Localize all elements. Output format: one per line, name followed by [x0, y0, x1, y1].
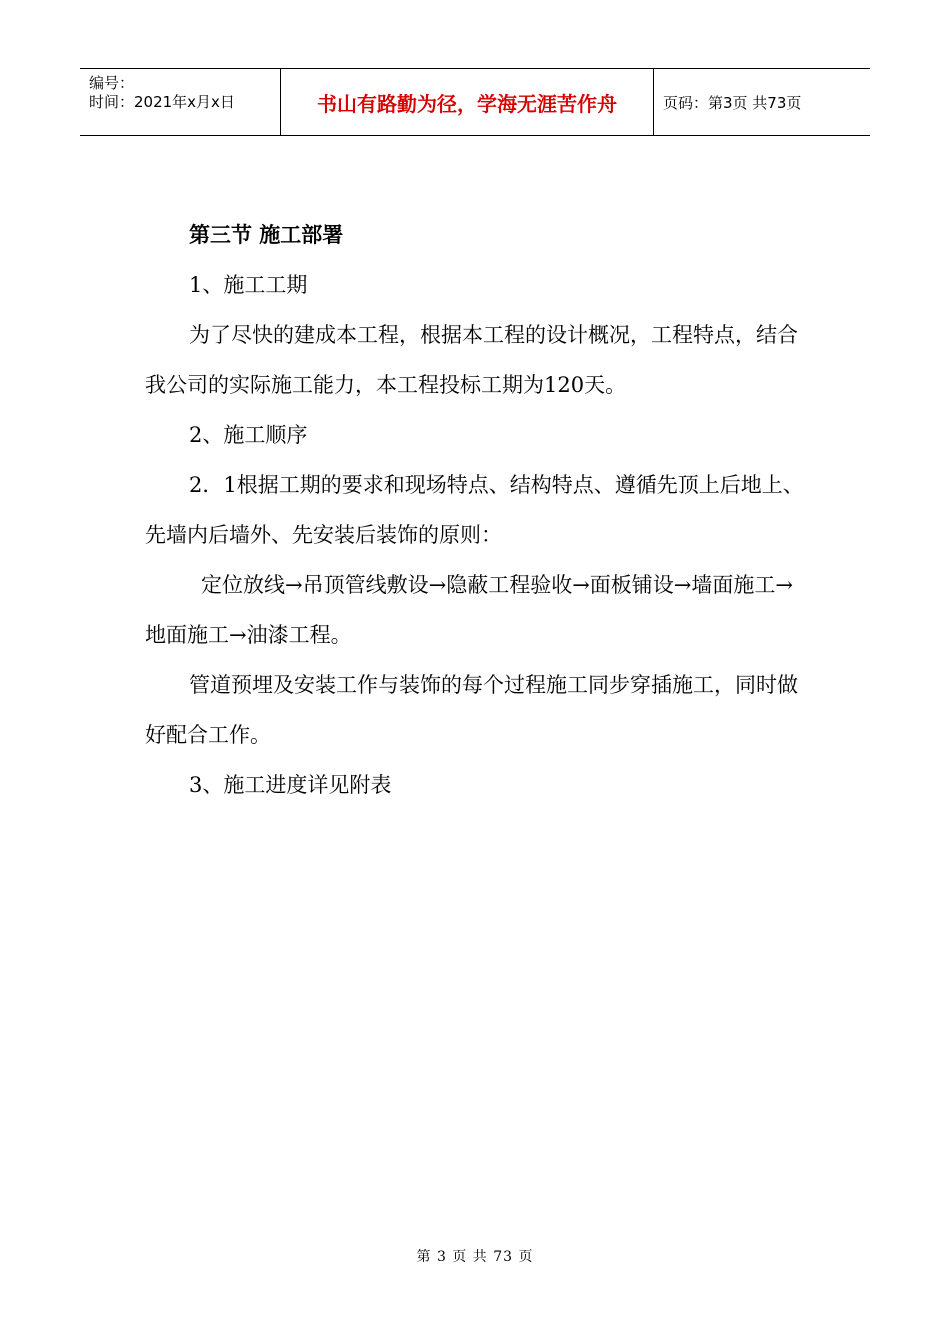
paragraph-schedule-reference: 3、施工进度详见附表	[189, 773, 392, 797]
paragraph-construction-period-heading: 1、施工工期	[189, 273, 308, 297]
document-number-label: 编号：	[89, 74, 135, 92]
header-motto: 书山有路勤为径，学海无涯苦作舟	[281, 69, 654, 135]
page-header	[80, 68, 870, 136]
paragraph-process-flow: 定位放线→吊顶管线敷设→隐蔽工程验收→面板铺设→墙面施工→地面施工→油漆工程。	[145, 573, 793, 647]
paragraph-pipe-coordination: 管道预埋及安装工作与装饰的每个过程施工同步穿插施工，同时做好配合工作。	[145, 673, 798, 747]
section-title: 第三节 施工部署	[189, 223, 344, 247]
paragraph-construction-sequence-heading: 2、施工顺序	[189, 423, 308, 447]
header-meta-cell	[80, 69, 281, 135]
document-time-label: 时间：2021年x月x日	[89, 93, 235, 111]
paragraph-construction-period: 为了尽快的建成本工程，根据本工程的设计概况，工程特点，结合我公司的实际施工能力，本工程投标工期为120天。	[145, 323, 798, 397]
paragraph-sequence-principle: 2．1根据工期的要求和现场特点、结构特点、遵循先顶上后地上、先墙内后墙外、先安装后装饰的原则：	[145, 473, 804, 547]
page-footer: 第 3 页 共 73 页	[416, 1249, 534, 1265]
header-page-info: 页码：第3页 共73页	[663, 93, 802, 112]
document-body	[145, 210, 810, 810]
